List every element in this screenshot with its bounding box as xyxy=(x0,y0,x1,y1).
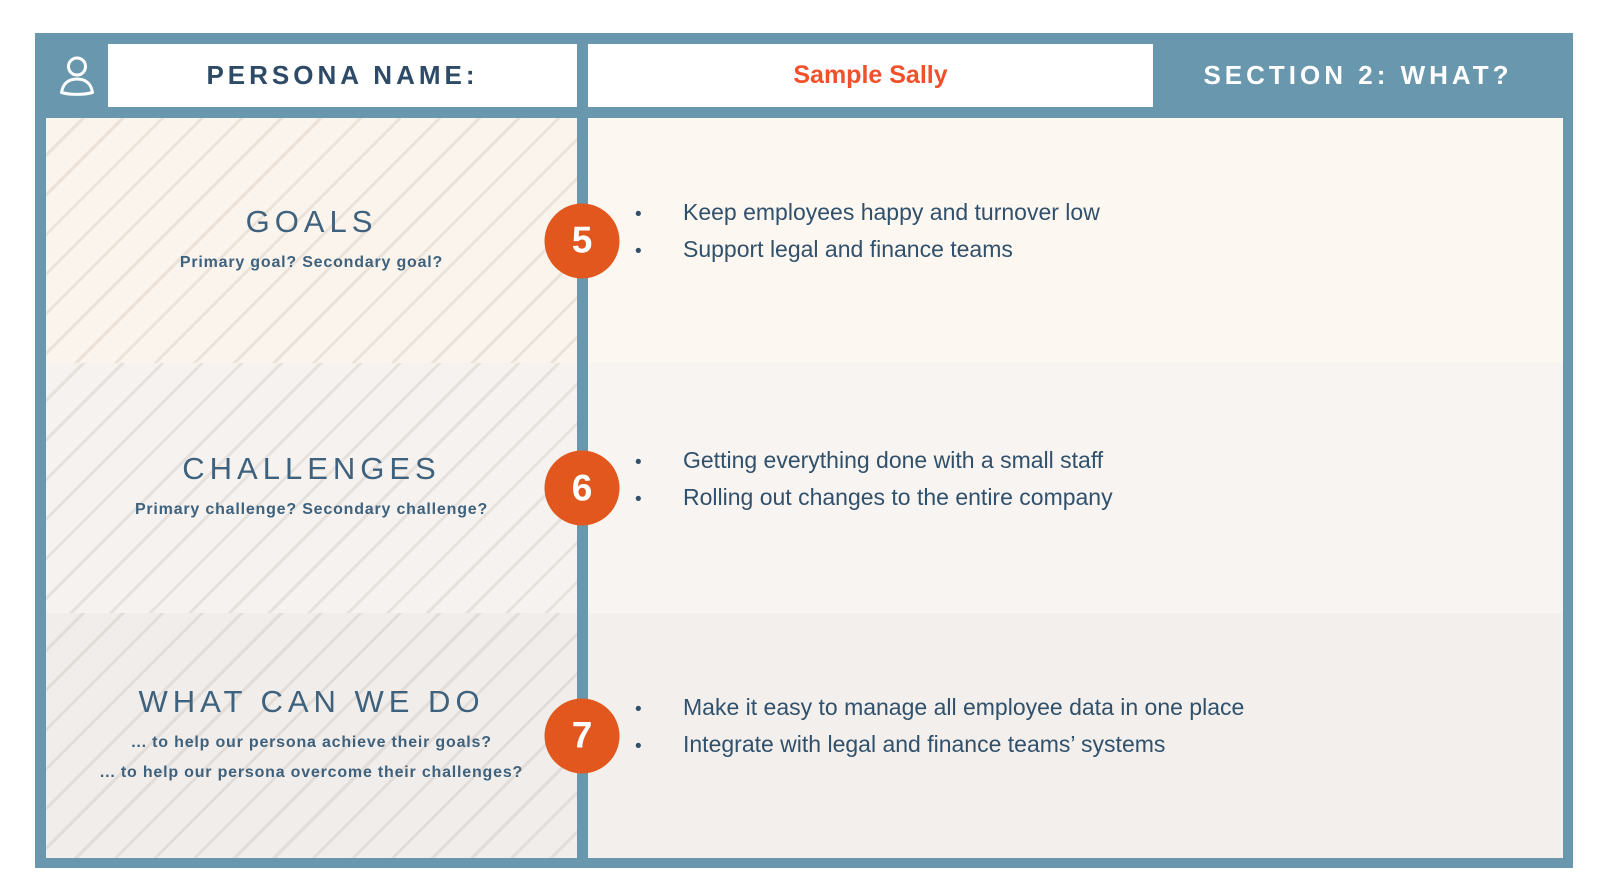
step-badge-7 xyxy=(545,698,620,773)
goals-title: GOALS xyxy=(245,203,378,239)
worksheet-header xyxy=(46,33,1563,118)
step-number: 5 xyxy=(571,219,593,261)
goals-answer-list xyxy=(635,190,1563,271)
list-item xyxy=(635,445,1563,475)
section-what-can-we-do xyxy=(46,613,1563,858)
persona-worksheet-card xyxy=(35,33,1573,868)
worksheet-rows xyxy=(46,118,1563,858)
challenges-subtitle: Primary challenge? Secondary challenge? xyxy=(134,501,489,518)
bullet-icon: • xyxy=(635,451,642,473)
challenge-item-2: Rolling out changes to the entire company xyxy=(683,483,1113,510)
goal-item-2: Support legal and finance teams xyxy=(683,236,1013,262)
challenges-prompt-cell xyxy=(46,363,577,613)
what-can-we-do-answer-list xyxy=(635,685,1563,766)
persona-name-label: PERSONA NAME: xyxy=(108,44,577,107)
list-item xyxy=(635,482,1563,512)
list-item xyxy=(635,234,1563,264)
persona-name-value: Sample Sally xyxy=(588,44,1153,107)
step-number: 6 xyxy=(571,467,593,508)
list-item xyxy=(635,197,1563,227)
list-item xyxy=(635,692,1563,722)
bullet-icon: • xyxy=(635,699,642,720)
challenges-answers-cell xyxy=(588,363,1563,613)
challenge-item-1: Getting everything done with a small staff xyxy=(683,446,1104,473)
action-item-2: Integrate with legal and finance teams’ systems xyxy=(683,731,1166,757)
bullet-icon: • xyxy=(635,204,642,225)
section-goals xyxy=(46,118,1563,363)
bullet-icon: • xyxy=(635,241,642,262)
challenges-title: CHALLENGES xyxy=(182,451,441,486)
challenges-answer-list xyxy=(635,438,1563,519)
step-badge-6 xyxy=(545,451,620,526)
what-can-we-do-title: WHAT CAN WE DO xyxy=(138,683,485,719)
person-icon xyxy=(46,53,108,99)
what-can-we-do-prompt-cell xyxy=(46,613,577,858)
what-can-we-do-subtitle-2: ... to help our persona overcome their challenges? xyxy=(99,763,524,781)
step-badge-5 xyxy=(545,203,620,278)
bullet-icon: • xyxy=(635,488,642,510)
goal-item-1: Keep employees happy and turnover low xyxy=(683,199,1100,225)
goals-subtitle: Primary goal? Secondary goal? xyxy=(179,253,444,271)
goals-prompt-cell xyxy=(46,118,577,363)
what-can-we-do-subtitle-1: ... to help our persona achieve their goals? xyxy=(131,733,492,751)
section-title: SECTION 2: WHAT? xyxy=(1203,60,1513,90)
action-item-1: Make it easy to manage all employee data in one place xyxy=(683,694,1245,720)
list-item xyxy=(635,729,1563,759)
bullet-icon: • xyxy=(635,736,642,757)
section-challenges xyxy=(46,363,1563,613)
goals-answers-cell xyxy=(588,118,1563,363)
step-number: 7 xyxy=(571,714,593,756)
what-can-we-do-answers-cell xyxy=(588,613,1563,858)
